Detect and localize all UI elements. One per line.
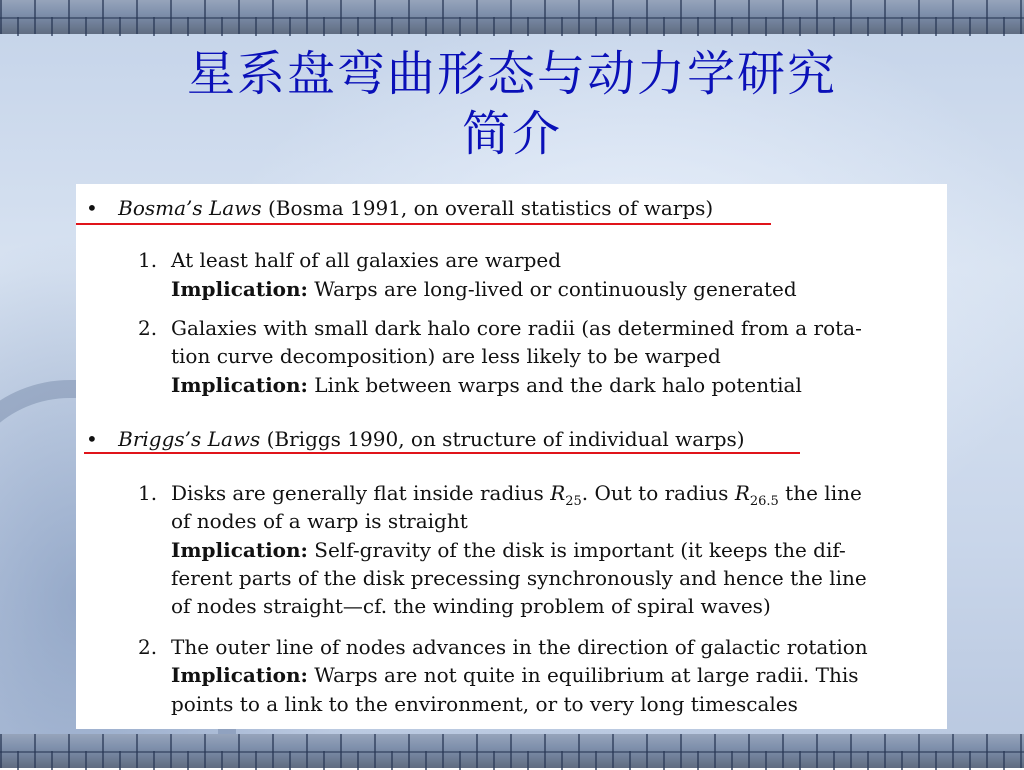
implication-text: points to a link to the environment, or to very long timescales bbox=[171, 692, 798, 716]
item-text: At least half of all galaxies are warped bbox=[171, 248, 562, 272]
math-symbol: R bbox=[550, 481, 566, 505]
item-text: The outer line of nodes advances in the direction of galactic rotation bbox=[171, 635, 868, 659]
item-text: of nodes of a warp is straight bbox=[171, 509, 468, 533]
item-number: 2. bbox=[138, 635, 158, 659]
section-heading-briggs bbox=[86, 427, 745, 451]
bullet-icon: • bbox=[86, 427, 98, 451]
heading-italic: Briggs’s Laws bbox=[118, 427, 261, 451]
implication-label: Implication: bbox=[171, 538, 308, 562]
implication-text: Warps are long-lived or continuously generated bbox=[314, 277, 797, 301]
heading-underline-briggs bbox=[84, 452, 800, 454]
item-number: 1. bbox=[138, 481, 158, 505]
item-text: tion curve decomposition) are less likely to be warped bbox=[171, 344, 721, 368]
item-text: Galaxies with small dark halo core radii (as determined from a rota- bbox=[171, 316, 862, 340]
implication-label: Implication: bbox=[171, 663, 308, 687]
brick-border-bottom bbox=[0, 734, 1024, 768]
item-number: 2. bbox=[138, 316, 158, 340]
implication-label: Implication: bbox=[171, 373, 308, 397]
text-segment: Disks are generally flat inside radius bbox=[171, 481, 551, 505]
bullet-icon: • bbox=[86, 196, 98, 220]
heading-rest: (Briggs 1990, on structure of individual warps) bbox=[266, 427, 745, 451]
implication-line bbox=[171, 663, 859, 687]
math-subscript: 26.5 bbox=[749, 494, 779, 509]
text-segment: . Out to radius bbox=[581, 481, 735, 505]
slide-title bbox=[0, 44, 1024, 164]
content-panel bbox=[76, 184, 947, 729]
math-subscript: 25 bbox=[565, 494, 582, 509]
heading-italic: Bosma’s Laws bbox=[118, 196, 262, 220]
heading-underline-bosma bbox=[76, 223, 771, 225]
implication-line bbox=[171, 373, 802, 397]
implication-text: Self-gravity of the disk is important (it keeps the dif- bbox=[314, 538, 846, 562]
implication-line bbox=[171, 277, 797, 301]
slide-title-line-2: 简介 bbox=[461, 106, 562, 162]
heading-rest: (Bosma 1991, on overall statistics of warps) bbox=[267, 196, 714, 220]
item-number: 1. bbox=[138, 248, 158, 272]
brick-border-top bbox=[0, 0, 1024, 34]
section-heading-bosma bbox=[86, 196, 713, 220]
implication-text: Link between warps and the dark halo potential bbox=[314, 373, 802, 397]
implication-label: Implication: bbox=[171, 277, 308, 301]
slide-title-line-1: 星系盘弯曲形态与动力学研究 bbox=[186, 46, 837, 102]
math-symbol: R bbox=[734, 481, 750, 505]
text-segment: the line bbox=[778, 481, 862, 505]
implication-text: of nodes straight—cf. the winding problem of spiral waves) bbox=[171, 594, 771, 618]
implication-line bbox=[171, 538, 846, 562]
implication-text: ferent parts of the disk precessing synchronously and hence the line bbox=[171, 566, 867, 590]
item-text bbox=[171, 481, 862, 509]
implication-text: Warps are not quite in equilibrium at large radii. This bbox=[314, 663, 859, 687]
